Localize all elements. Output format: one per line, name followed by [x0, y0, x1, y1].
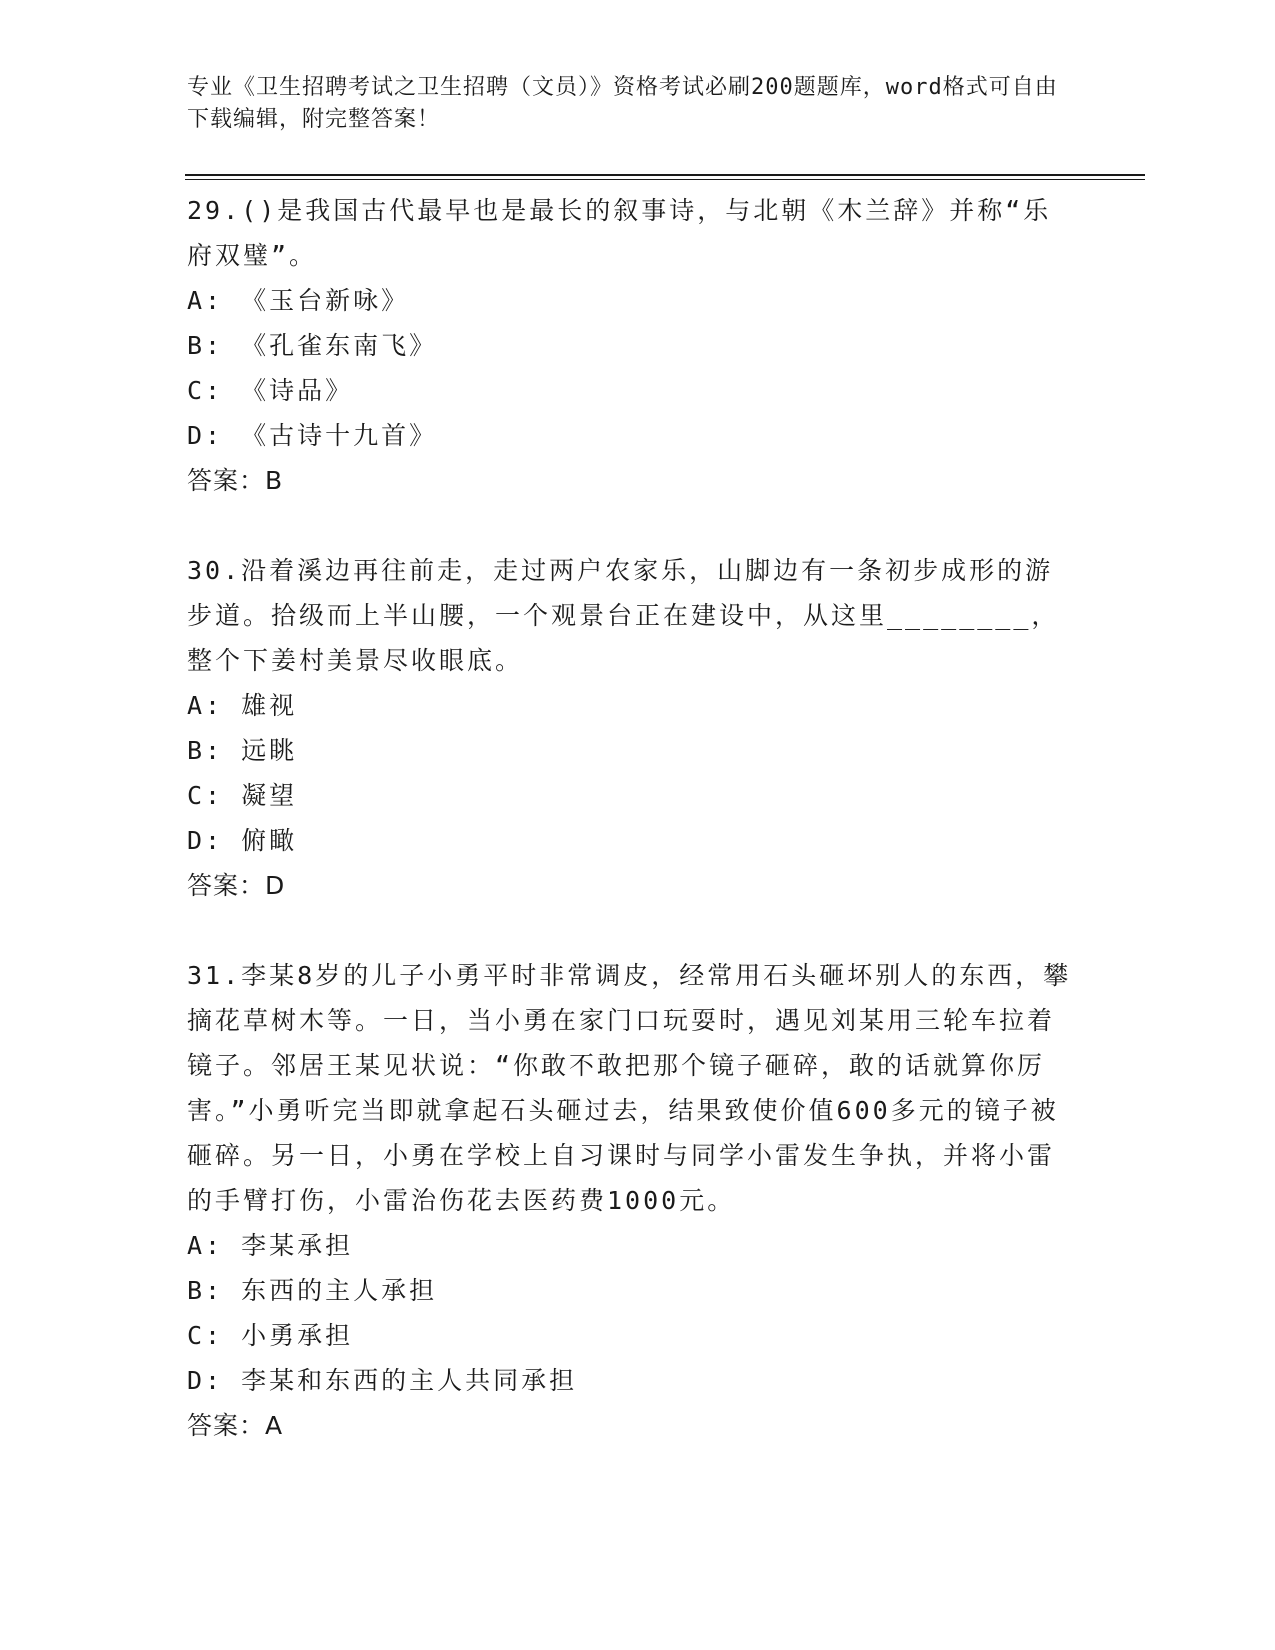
option-d: D: 李某和东西的主人共同承担	[187, 1366, 578, 1395]
question-29	[187, 188, 1077, 503]
option-c: C: 《诗品》	[187, 376, 354, 405]
question-31	[187, 953, 1077, 1448]
option-b: B: 远眺	[187, 736, 298, 765]
option-a: A: 《玉台新咏》	[187, 286, 410, 315]
header-divider-thin	[185, 179, 1145, 180]
answer-line: 答案：A	[187, 1411, 284, 1440]
option-c: C: 小勇承担	[187, 1321, 354, 1350]
option-c: C: 凝望	[187, 781, 298, 810]
document-header	[187, 72, 1067, 136]
header-divider-thick	[185, 174, 1145, 176]
answer-line: 答案：D	[187, 871, 286, 900]
question-30	[187, 548, 1077, 908]
question-stem: 31.李某8岁的儿子小勇平时非常调皮，经常用石头砸坏别人的东西，攀摘花草树木等。一日，当小勇在家门口玩耍时，遇见刘某用三轮车拉着镜子。邻居王某见状说：“你敢不敢把那个镜子砸碎，敢的话就算你厉害。”小勇听完当即就拿起石头砸过去，结果致使价值600多元的镜子被砸碎。另一日，小勇在学校上自习课时与同学小雷发生争执，并将小雷的手臂打伤，小雷治伤花去医药费1000元。	[187, 961, 1072, 1215]
option-b: B: 《孔雀东南飞》	[187, 331, 438, 360]
answer-line: 答案：B	[187, 466, 284, 495]
question-stem: 30.沿着溪边再往前走，走过两户农家乐，山脚边有一条初步成形的游步道。拾级而上半山腰，一个观景台正在建设中，从这里________，整个下姜村美景尽收眼底。	[187, 556, 1060, 675]
option-a: A: 雄视	[187, 691, 298, 720]
option-d: D: 《古诗十九首》	[187, 421, 438, 450]
header-text: 专业《卫生招聘考试之卫生招聘（文员）》资格考试必刷200题题库，word格式可自由下载编辑，附完整答案！	[187, 75, 1058, 132]
option-d: D: 俯瞰	[187, 826, 298, 855]
option-b: B: 东西的主人承担	[187, 1276, 438, 1305]
question-list	[187, 188, 1077, 1448]
question-stem: 29.()是我国古代最早也是最长的叙事诗，与北朝《木兰辞》并称“乐府双璧”。	[187, 196, 1052, 270]
option-a: A: 李某承担	[187, 1231, 354, 1260]
